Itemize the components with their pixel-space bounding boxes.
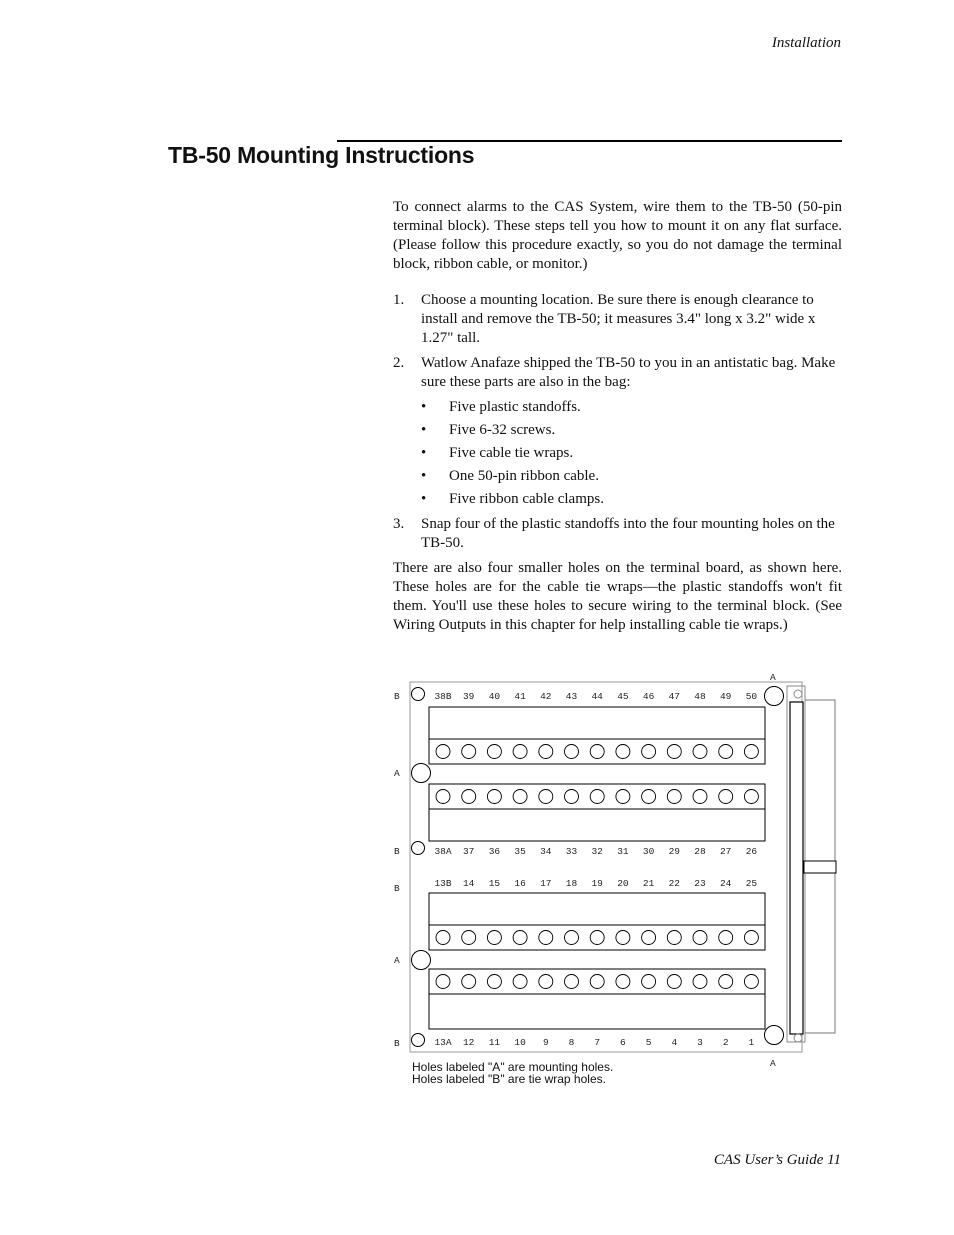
parts-item-text: Five plastic standoffs. <box>449 399 581 415</box>
bullet-glyph: • <box>421 491 427 507</box>
terminal-strip-1 <box>429 707 765 739</box>
parts-item-text: Five ribbon cable clamps. <box>449 491 604 507</box>
intro-paragraph: To connect alarms to the CAS System, wire them to the TB-50 (50-pin terminal block). These steps tell you how to mount it on any flat surface. (Please follow this procedure exactly, so you do not damage the terminal block, ribbon cable, or monitor.) <box>393 199 842 272</box>
terminal-number: 12 <box>462 1037 475 1048</box>
terminal-screw-icon <box>565 931 579 945</box>
step-text: Watlow Anafaze shipped the TB-50 to you in an antistatic bag. Make sure these parts are also in the bag: <box>421 355 836 390</box>
connector-pin-icon <box>794 690 802 698</box>
bullet-glyph: • <box>421 399 427 415</box>
terminal-screws-2 <box>429 784 765 809</box>
terminal-number: 4 <box>671 1037 678 1048</box>
terminal-number: 3 <box>697 1037 703 1048</box>
step-number: 3. <box>393 516 405 532</box>
legend-line-a: Holes labeled "A" are mounting holes. <box>412 1060 614 1074</box>
terminal-screws-3 <box>429 925 765 950</box>
terminal-screw-icon <box>539 975 553 989</box>
page-footer: CAS User’s Guide 11 <box>713 1152 841 1168</box>
terminal-screw-icon <box>513 931 527 945</box>
terminal-screw-icon <box>539 931 553 945</box>
terminal-number: 1 <box>748 1037 755 1048</box>
terminal-screws-4 <box>429 969 765 994</box>
terminal-screw-icon <box>462 745 476 759</box>
parts-item-text: Five cable tie wraps. <box>449 445 574 461</box>
terminal-number: 13A <box>434 1037 452 1048</box>
terminal-number: 49 <box>719 691 732 702</box>
terminal-screw-icon <box>539 790 553 804</box>
terminal-number: 37 <box>462 846 475 857</box>
terminal-screw-icon <box>436 931 450 945</box>
terminal-number: 22 <box>668 878 681 889</box>
diagram-legend <box>412 1061 613 1085</box>
terminal-number: 17 <box>540 878 552 889</box>
terminal-screw-icon <box>744 790 758 804</box>
step-text: Choose a mounting location. Be sure there is enough clearance to install and remove the TB-50; it measures 3.4" long x 3.2" wide x 1.27" tall. <box>421 292 816 346</box>
terminal-number: 27 <box>719 846 732 857</box>
terminal-number: 38A <box>434 846 452 857</box>
terminal-screw-icon <box>565 975 579 989</box>
terminal-screw-icon <box>565 745 579 759</box>
hole-letter-a: A <box>394 768 400 779</box>
hole-letter-b: B <box>394 1038 400 1049</box>
terminal-number: 24 <box>719 878 732 889</box>
bullet-glyph: • <box>421 422 427 438</box>
terminal-number: 36 <box>488 846 501 857</box>
terminal-screw-icon <box>642 931 656 945</box>
terminal-number: 44 <box>591 691 603 702</box>
terminal-number: 2 <box>722 1037 729 1048</box>
terminal-screw-icon <box>642 745 656 759</box>
hole-letter-a: A <box>770 1058 776 1069</box>
tie-wrap-hole-icon <box>412 1034 425 1047</box>
terminal-number: 15 <box>488 878 501 889</box>
terminal-number: 26 <box>745 846 758 857</box>
terminal-number: 30 <box>642 846 655 857</box>
running-header: Installation <box>771 35 841 51</box>
terminal-screw-icon <box>513 975 527 989</box>
terminal-number: 33 <box>565 846 578 857</box>
terminal-screw-icon <box>590 790 604 804</box>
bullet-glyph: • <box>421 468 427 484</box>
terminal-screw-icon <box>693 931 707 945</box>
hole-letter-b: B <box>394 883 400 894</box>
terminal-number: 43 <box>565 691 578 702</box>
ribbon-connector <box>790 702 803 1034</box>
terminal-number: 8 <box>568 1037 575 1048</box>
terminal-strip-3 <box>429 893 765 925</box>
bullet-glyph: • <box>421 445 427 461</box>
terminal-screw-icon <box>462 931 476 945</box>
terminal-number: 21 <box>642 878 655 889</box>
parts-item <box>421 421 842 440</box>
terminal-number: 7 <box>594 1037 601 1048</box>
terminal-number: 35 <box>514 846 526 857</box>
terminal-number: 38B <box>434 691 452 702</box>
terminal-number: 48 <box>694 691 706 702</box>
terminal-screw-icon <box>642 790 656 804</box>
terminal-screw-icon <box>693 790 707 804</box>
parts-item <box>421 398 842 417</box>
terminal-number: 32 <box>591 846 603 857</box>
parts-item-text: One 50-pin ribbon cable. <box>449 468 599 484</box>
terminal-screw-icon <box>590 931 604 945</box>
terminal-screws-1 <box>429 739 765 764</box>
legend-line-b: Holes labeled "B" are tie wrap holes. <box>412 1072 606 1086</box>
terminal-number: 42 <box>540 691 552 702</box>
parts-item <box>421 444 842 463</box>
body-text <box>393 198 842 635</box>
terminal-screw-icon <box>719 790 733 804</box>
tie-wrap-hole-icon <box>412 688 425 701</box>
terminal-number: 9 <box>542 1037 549 1048</box>
terminal-number: 6 <box>620 1037 626 1048</box>
connector-pin-icon <box>794 1034 802 1042</box>
terminal-screw-icon <box>667 975 681 989</box>
terminal-number: 14 <box>462 878 475 889</box>
terminal-screw-icon <box>719 745 733 759</box>
step-item <box>393 291 842 348</box>
terminal-number: 11 <box>488 1037 501 1048</box>
step-item <box>393 354 842 509</box>
terminal-number: 50 <box>745 691 758 702</box>
terminal-screw-icon <box>513 745 527 759</box>
terminal-screw-icon <box>513 790 527 804</box>
terminal-screw-icon <box>693 745 707 759</box>
terminal-screw-icon <box>436 790 450 804</box>
terminal-screw-icon <box>719 975 733 989</box>
terminal-number: 13B <box>434 878 452 889</box>
terminal-screw-icon <box>487 790 501 804</box>
parts-item-text: Five 6-32 screws. <box>449 422 556 438</box>
terminal-screw-icon <box>539 745 553 759</box>
terminal-number: 46 <box>642 691 655 702</box>
terminal-number: 25 <box>745 878 758 889</box>
terminal-screw-icon <box>462 975 476 989</box>
terminal-screw-icon <box>590 745 604 759</box>
terminal-number: 20 <box>617 878 629 889</box>
terminal-screw-icon <box>590 975 604 989</box>
terminal-screw-icon <box>436 975 450 989</box>
mounting-hole-icon <box>765 687 784 706</box>
cable-clamp <box>804 861 836 873</box>
terminal-number: 34 <box>540 846 552 857</box>
mounting-hole-icon <box>412 764 431 783</box>
hole-letter-b: B <box>394 846 400 857</box>
terminal-strip-2 <box>429 809 765 841</box>
board-outline <box>410 682 802 1052</box>
terminal-screw-icon <box>667 745 681 759</box>
terminal-number: 19 <box>591 878 603 889</box>
terminal-screw-icon <box>693 975 707 989</box>
mounting-hole-icon <box>412 951 431 970</box>
terminal-screw-icon <box>436 745 450 759</box>
terminal-screw-icon <box>744 931 758 945</box>
terminal-number: 47 <box>668 691 681 702</box>
terminal-number: 28 <box>694 846 706 857</box>
hole-letter-a: A <box>394 955 400 966</box>
step-text: Snap four of the plastic standoffs into the four mounting holes on the TB-50. <box>421 516 835 551</box>
mounting-hole-icon <box>765 1026 784 1045</box>
terminal-number: 41 <box>514 691 526 702</box>
terminal-screw-icon <box>616 931 630 945</box>
terminal-screw-icon <box>616 790 630 804</box>
step-number: 1. <box>393 292 405 308</box>
terminal-screw-icon <box>744 745 758 759</box>
step-number: 2. <box>393 355 405 371</box>
terminal-number: 45 <box>617 691 629 702</box>
terminal-number: 40 <box>488 691 501 702</box>
terminal-number: 5 <box>645 1037 652 1048</box>
terminal-screw-icon <box>719 931 733 945</box>
terminal-screw-icon <box>667 790 681 804</box>
terminal-screw-icon <box>616 745 630 759</box>
terminal-screw-icon <box>487 975 501 989</box>
terminal-number: 16 <box>514 878 526 889</box>
terminal-screw-icon <box>616 975 630 989</box>
hole-letter-a: A <box>770 672 776 683</box>
terminal-screw-icon <box>487 745 501 759</box>
terminal-number: 10 <box>514 1037 526 1048</box>
hole-letter-b: B <box>394 691 400 702</box>
terminal-number: 29 <box>668 846 681 857</box>
parts-item <box>421 467 842 486</box>
steps-list <box>393 291 842 553</box>
tie-wrap-note: There are also four smaller holes on the terminal board, as shown here. These holes are for the cable tie wraps—the plastic standoffs won't fit them. You'll use these holes to secure wiring to the terminal block. (See Wiring Outputs in this chapter for help installing cable tie wraps.) <box>393 560 842 633</box>
terminal-number: 31 <box>617 846 629 857</box>
terminal-number: 23 <box>694 878 706 889</box>
terminal-screw-icon <box>462 790 476 804</box>
terminal-strip-4 <box>429 994 765 1029</box>
parts-list <box>421 398 842 509</box>
terminal-number: 18 <box>565 878 578 889</box>
terminal-screw-icon <box>667 931 681 945</box>
terminal-screw-icon <box>642 975 656 989</box>
page-title: TB-50 Mounting Instructions <box>168 142 475 168</box>
step-item <box>393 515 842 553</box>
parts-item <box>421 490 842 509</box>
tie-wrap-hole-icon <box>412 842 425 855</box>
terminal-number: 39 <box>462 691 475 702</box>
terminal-screw-icon <box>487 931 501 945</box>
terminal-screw-icon <box>744 975 758 989</box>
terminal-screw-icon <box>565 790 579 804</box>
